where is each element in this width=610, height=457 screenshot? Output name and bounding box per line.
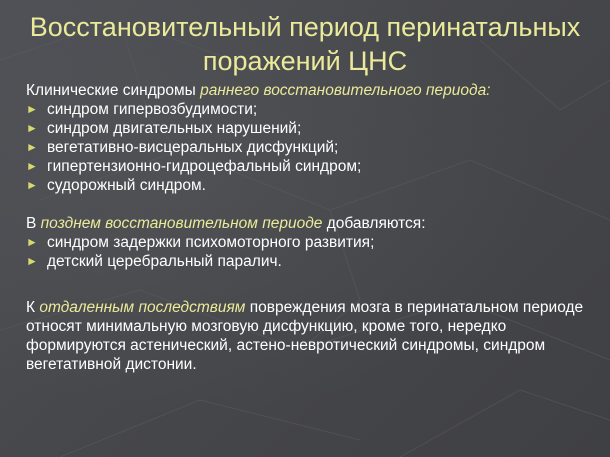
late-intro-highlight: позднем восстановительном периоде [40,215,323,232]
arrow-bullet-icon: ► [26,121,38,135]
arrow-bullet-icon: ► [26,178,38,192]
list-item-text: вегетативно-висцеральных дисфункций; [47,139,339,156]
early-period-intro [26,81,586,100]
list-item [26,176,586,195]
early-syndromes-list [26,100,586,195]
list-item-text: гипертензионно-гидроцефальный синдром; [47,158,362,175]
list-item [26,138,586,157]
late-intro-prefix: В [26,215,41,232]
spacer [26,271,586,290]
late-syndromes-list [26,233,586,271]
remote-prefix: К [26,299,40,316]
list-item [26,157,586,176]
list-item [26,119,586,138]
slide-title: Восстановительный период перинатальных поражений ЦНС [29,12,581,76]
remote-suffix: повреждения мозга в перинатальном периоде относят минимальную мозговую дисфункцию, кроме того, нередко формируются астенический, астено-невротический синдромы, синдром вегетативной дистонии. [26,299,584,373]
remote-highlight: отдаленным последствиям [39,299,246,316]
spacer [26,195,586,214]
list-item [26,100,586,119]
early-intro-highlight: раннего восстановительного периода: [200,82,491,99]
arrow-bullet-icon: ► [26,102,38,116]
late-intro-suffix: добавляются: [322,215,426,232]
arrow-bullet-icon: ► [26,140,38,154]
list-item-text: синдром задержки психомоторного развития; [47,234,375,251]
slide-content [26,81,586,374]
list-item-text: судорожный синдром. [47,177,206,194]
arrow-bullet-icon: ► [26,254,38,268]
list-item-text: детский церебральный паралич. [47,253,282,270]
list-item-text: синдром гипервозбудимости; [47,101,258,118]
arrow-bullet-icon: ► [26,235,38,249]
late-period-intro [26,214,586,233]
list-item [26,233,586,252]
arrow-bullet-icon: ► [26,159,38,173]
list-item [26,252,586,271]
early-intro-text: Клинические синдромы [26,82,201,99]
list-item-text: синдром двигательных нарушений; [47,120,302,137]
remote-consequences-paragraph [26,298,586,374]
spacer [26,290,586,298]
